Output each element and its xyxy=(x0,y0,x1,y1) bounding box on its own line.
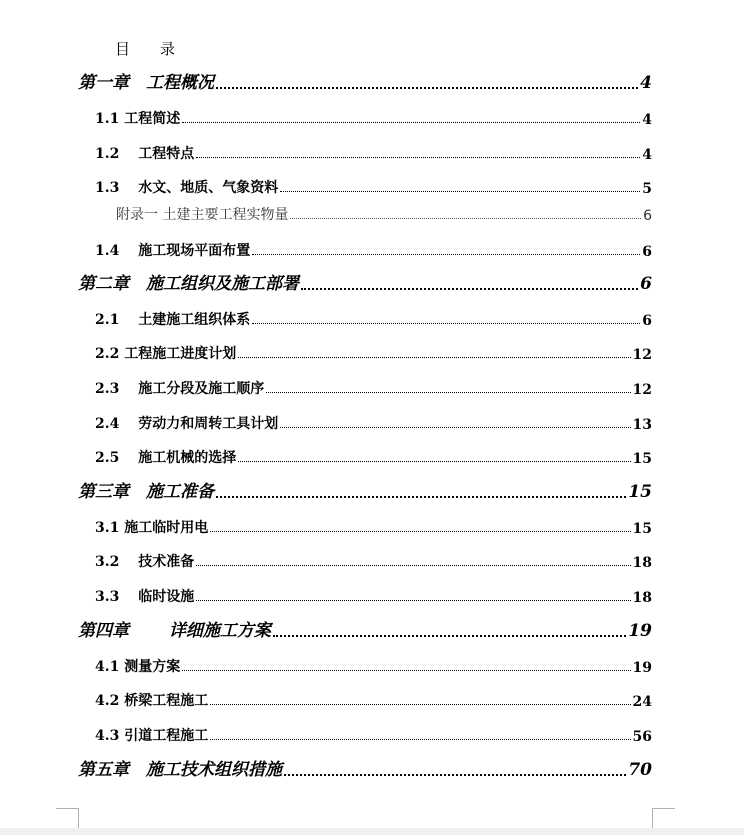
page-bottom-gap xyxy=(0,828,744,835)
toc-entry-appendix[interactable] xyxy=(116,202,652,224)
toc-entry-section[interactable] xyxy=(95,654,652,676)
toc-dot-leader xyxy=(196,600,630,601)
toc-dot-leader xyxy=(196,157,640,158)
toc-entry-title: 2.5 施工机械的选择 xyxy=(95,450,237,466)
toc-dot-leader xyxy=(252,254,640,255)
toc-page-number: 24 xyxy=(632,694,652,710)
toc-page-number: 56 xyxy=(632,729,652,745)
toc-page-number: 15 xyxy=(632,521,652,537)
toc-dot-leader xyxy=(284,774,626,776)
toc-entry-title: 第一章 工程概况 xyxy=(78,73,214,93)
toc-entry-section[interactable] xyxy=(95,515,652,537)
toc-entry-title: 1.3 水文、地质、气象资料 xyxy=(95,180,279,196)
page-corner-mark-right xyxy=(652,808,675,829)
toc-page-number: 4 xyxy=(642,147,652,163)
toc-entry-title: 1.2 工程特点 xyxy=(95,146,195,162)
toc-entry-section[interactable] xyxy=(95,584,652,606)
toc-dot-leader xyxy=(216,496,626,498)
toc-entry-title: 2.1 土建施工组织体系 xyxy=(95,312,251,328)
toc-page-number: 19 xyxy=(628,621,652,641)
toc-page-number: 15 xyxy=(628,482,652,502)
toc-entry-section[interactable] xyxy=(95,688,652,710)
toc-page-number: 15 xyxy=(632,451,652,467)
toc-entry-chapter[interactable] xyxy=(78,480,652,502)
toc-entry-section[interactable] xyxy=(95,723,652,745)
toc-page-number: 6 xyxy=(640,274,652,294)
toc-entry-chapter[interactable] xyxy=(78,272,652,294)
toc-page-number: 12 xyxy=(632,382,652,398)
toc-entry-title: 4.2 桥梁工程施工 xyxy=(95,693,209,709)
toc-page-number: 6 xyxy=(642,313,652,329)
toc-page-number: 4 xyxy=(642,112,652,128)
toc-entry-title: 附录一 土建主要工程实物量 xyxy=(116,207,289,223)
toc-page-number: 13 xyxy=(632,417,652,433)
toc-entry-title: 3.3 临时设施 xyxy=(95,589,195,605)
toc-heading-left: 目 xyxy=(115,40,131,58)
toc-entry-title: 第五章 施工技术组织措施 xyxy=(78,760,282,780)
toc-entry-section[interactable] xyxy=(95,376,652,398)
toc-dot-leader xyxy=(210,739,630,740)
toc-entry-title: 2.3 施工分段及施工顺序 xyxy=(95,381,265,397)
toc-dot-leader xyxy=(210,531,630,532)
toc-dot-leader xyxy=(238,461,630,462)
toc-entry-title: 3.2 技术准备 xyxy=(95,554,195,570)
toc-page-number: 12 xyxy=(632,347,652,363)
toc-entry-chapter[interactable] xyxy=(78,71,652,93)
toc-entry-title: 4.3 引道工程施工 xyxy=(95,728,209,744)
toc-dot-leader xyxy=(238,357,630,358)
toc-entry-section[interactable] xyxy=(95,307,652,329)
toc-entry-title: 1.4 施工现场平面布置 xyxy=(95,243,251,259)
toc-entry-chapter[interactable] xyxy=(78,758,652,780)
toc-dot-leader xyxy=(301,288,638,290)
toc-dot-leader xyxy=(266,392,630,393)
toc-entry-title: 第四章 详细施工方案 xyxy=(78,621,271,641)
toc-entry-section[interactable] xyxy=(95,238,652,260)
toc-dot-leader xyxy=(290,218,641,219)
toc-entry-title: 2.2 工程施工进度计划 xyxy=(95,346,237,362)
toc-entry-section[interactable] xyxy=(95,141,652,163)
toc-entry-section[interactable] xyxy=(95,445,652,467)
toc-page-number: 6 xyxy=(642,244,652,260)
toc-heading-right: 录 xyxy=(160,40,176,58)
toc-heading xyxy=(115,38,175,59)
toc-entry-title: 4.1 测量方案 xyxy=(95,659,181,675)
toc-dot-leader xyxy=(216,87,638,89)
toc-entry-section[interactable] xyxy=(95,175,652,197)
toc-entry-title: 第三章 施工准备 xyxy=(78,482,214,502)
toc-entry-section[interactable] xyxy=(95,411,652,433)
toc-dot-leader xyxy=(280,427,630,428)
toc-page-number: 4 xyxy=(640,73,652,93)
toc-page-number: 5 xyxy=(642,181,652,197)
toc-dot-leader xyxy=(273,635,626,637)
toc-dot-leader xyxy=(196,565,630,566)
page-corner-mark-left xyxy=(56,808,79,829)
toc-entry-section[interactable] xyxy=(95,341,652,363)
toc-dot-leader xyxy=(182,122,640,123)
toc-page-number: 18 xyxy=(632,555,652,571)
toc-dot-leader xyxy=(182,670,630,671)
toc-dot-leader xyxy=(280,191,640,192)
toc-entry-title: 1.1 工程简述 xyxy=(95,111,181,127)
toc-page-number: 19 xyxy=(632,660,652,676)
toc-entry-section[interactable] xyxy=(95,549,652,571)
toc-page-number: 6 xyxy=(643,208,652,224)
toc-page-number: 70 xyxy=(628,760,652,780)
toc-dot-leader xyxy=(252,323,640,324)
toc-entry-title: 3.1 施工临时用电 xyxy=(95,520,209,536)
toc-entry-title: 2.4 劳动力和周转工具计划 xyxy=(95,416,279,432)
toc-entry-section[interactable] xyxy=(95,106,652,128)
toc-entry-title: 第二章 施工组织及施工部署 xyxy=(78,274,299,294)
toc-page-number: 18 xyxy=(632,590,652,606)
toc-entry-chapter[interactable] xyxy=(78,619,652,641)
toc-dot-leader xyxy=(210,704,630,705)
